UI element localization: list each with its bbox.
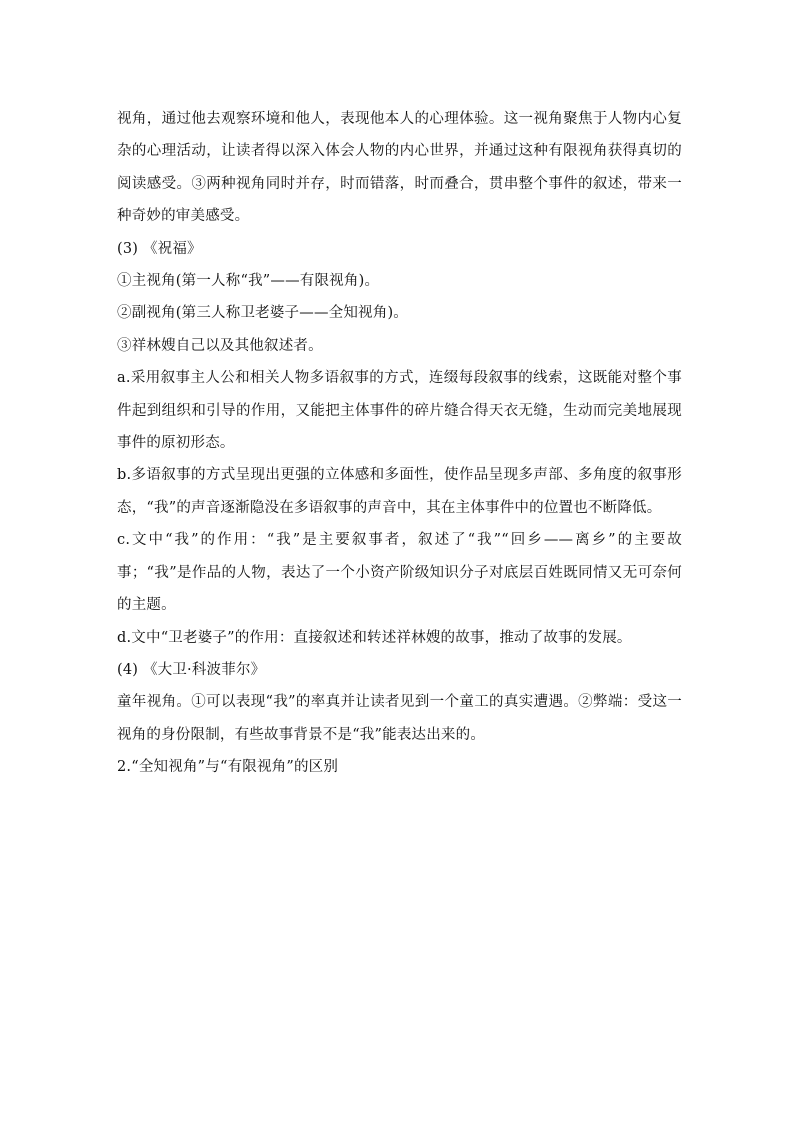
- paragraph-point-d: d.文中“卫老婆子”的作用：直接叙述和转述祥林嫂的故事，推动了故事的发展。: [117, 629, 632, 646]
- list-item-main-perspective: ①主视角(第一人称“我”——有限视角)。: [117, 273, 380, 290]
- heading-zhufu: (3) 《祝福》: [117, 240, 202, 257]
- paragraph-childhood-perspective: 童年视角。①可以表现“我”的率真并让读者见到一个童工的真实遭遇。②弊端：受这一视角的身份限制，有些故事背景不是“我”能表达出来的。: [117, 694, 682, 743]
- document-body: [117, 103, 682, 784]
- paragraph-point-b: b.多语叙事的方式呈现出更强的立体感和多面性，使作品呈现多声部、多角度的叙事形态，“我”的声音逐渐隐没在多语叙事的声音中，其在主体事件中的位置也不断降低。: [117, 467, 682, 516]
- list-item-other-narrators: ③祥林嫂自己以及其他叙述者。: [117, 337, 323, 354]
- paragraph-narrative-perspective: 视角，通过他去观察环境和他人，表现他本人的心理体验。这一视角聚焦于人物内心复杂的心理活动，让读者得以深入体会人物的内心世界，并通过这种有限视角获得真切的阅读感受。③两种视角同时并存，时而错落，时而叠合，贯串整个事件的叙述，带来一种奇妙的审美感受。: [117, 111, 682, 225]
- heading-section-2: 2.“全知视角”与“有限视角”的区别: [117, 759, 339, 776]
- paragraph-point-c: c.文中“我”的作用：“我”是主要叙事者，叙述了“我”“回乡——离乡”的主要故事；“我”是作品的人物，表达了一个小资产阶级知识分子对底层百姓既同情又无可奈何的主题。: [117, 532, 682, 614]
- list-item-sub-perspective: ②副视角(第三人称卫老婆子——全知视角)。: [117, 305, 409, 322]
- paragraph-point-a: a.采用叙事主人公和相关人物多语叙事的方式，连缀每段叙事的线索，这既能对整个事件起到组织和引导的作用，又能把主体事件的碎片缝合得天衣无缝，生动而完美地展现事件的原初形态。: [117, 370, 682, 452]
- heading-david-copperfield: (4) 《大卫·科波菲尔》: [117, 661, 266, 678]
